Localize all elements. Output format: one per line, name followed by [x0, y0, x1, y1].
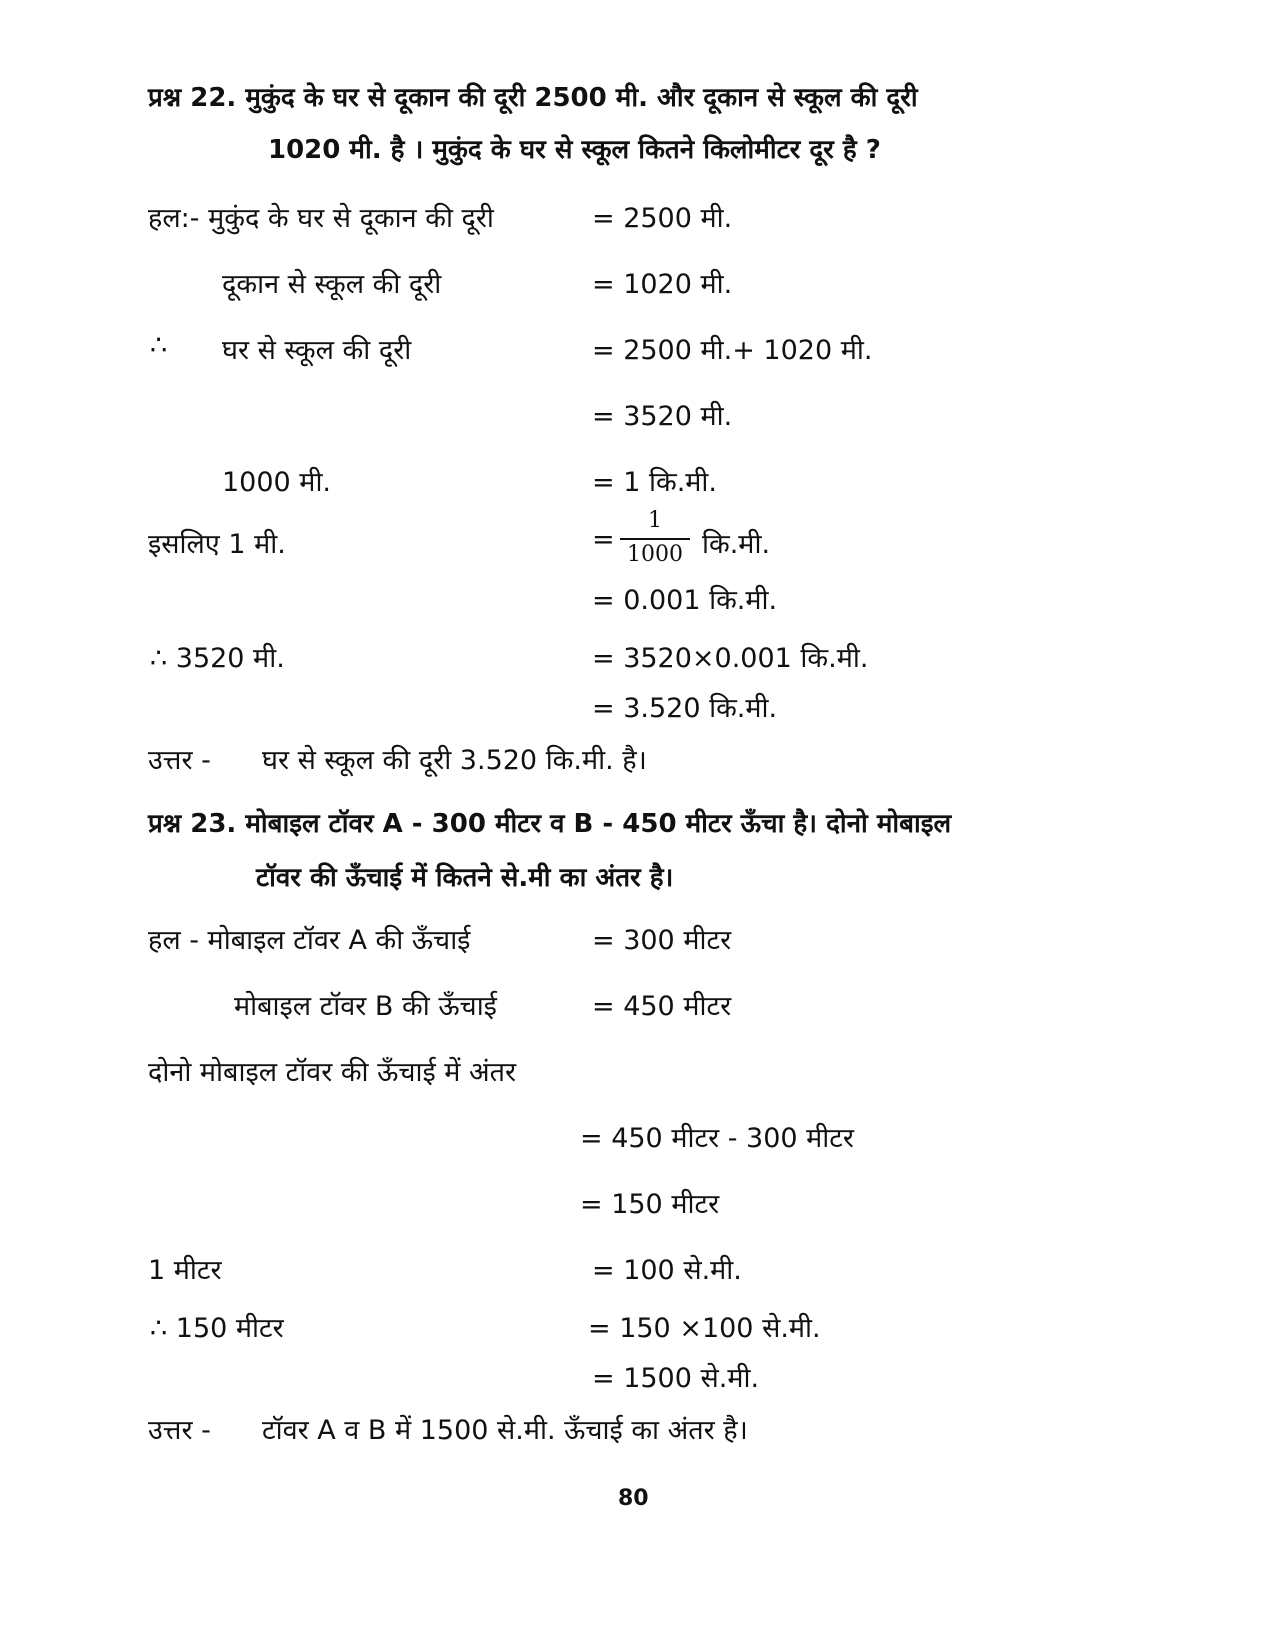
solution-23-row-6-value: = 100 से.मी.	[592, 1255, 742, 1286]
solution-22-row-1-value: = 2500 मी.	[592, 203, 733, 234]
question-22-line-2: 1020 मी. है । मुकुंद के घर से स्कूल कितने किलोमीटर दूर है ?	[268, 135, 881, 165]
solution-23-row-1-label: हल - मोबाइल टॉवर A की ऊँचाई	[148, 925, 471, 956]
fraction-denominator: 1000	[627, 542, 683, 567]
solution-23-row-2-label: मोबाइल टॉवर B की ऊँचाई	[234, 991, 497, 1022]
page-number: 80	[618, 1486, 649, 1511]
solution-22-row-2-label: दूकान से स्कूल की दूरी	[222, 269, 442, 300]
answer-22-label: उत्तर -	[148, 745, 211, 776]
question-23-line-1: प्रश्न 23. मोबाइल टॉवर A - 300 मीटर व B - 450 मीटर ऊँचा है। दोनो मोबाइल	[148, 809, 952, 839]
solution-22-row-1-label: हल:- मुकुंद के घर से दूकान की दूरी	[148, 203, 494, 234]
solution-22-row-8-label: ∴ 3520 मी.	[150, 643, 285, 674]
solution-22-row-4-value: = 3520 मी.	[592, 401, 733, 432]
solution-23-row-7-value: = 150 ×100 से.मी.	[588, 1313, 821, 1344]
solution-23-row-7-label: ∴ 150 मीटर	[150, 1313, 284, 1344]
fraction-bar	[620, 538, 690, 540]
solution-22-row-9-value: = 3.520 कि.मी.	[592, 693, 778, 724]
fraction-one-over-thousand	[620, 508, 690, 572]
solution-22-row-7-value: = 0.001 कि.मी.	[592, 585, 778, 616]
solution-22-row-3-label: घर से स्कूल की दूरी	[222, 335, 412, 366]
question-23-line-2: टॉवर की ऊँचाई में कितने से.मी का अंतर है।	[256, 863, 674, 893]
solution-23-row-3-label: दोनो मोबाइल टॉवर की ऊँचाई में अंतर	[148, 1057, 517, 1088]
solution-22-row-6-label: इसलिए 1 मी.	[148, 529, 286, 560]
solution-22-row-2-value: = 1020 मी.	[592, 269, 733, 300]
solution-23-row-1-value: = 300 मीटर	[592, 925, 732, 956]
solution-23-row-6-label: 1 मीटर	[148, 1255, 222, 1286]
solution-22-row-6-equals: =	[592, 524, 615, 555]
question-22-line-1: प्रश्न 22. मुकुंद के घर से दूकान की दूरी 2500 मी. और दूकान से स्कूल की दूरी	[148, 83, 918, 113]
solution-23-row-4-value: = 450 मीटर - 300 मीटर	[580, 1123, 854, 1154]
answer-23-label: उत्तर -	[148, 1415, 211, 1446]
solution-22-row-8-value: = 3520×0.001 कि.मी.	[592, 643, 869, 674]
answer-22-text: घर से स्कूल की दूरी 3.520 कि.मी. है।	[262, 745, 647, 776]
solution-22-row-6-unit: कि.मी.	[702, 529, 771, 560]
solution-22-row-5-label: 1000 मी.	[222, 467, 332, 498]
therefore-symbol: ∴	[150, 330, 168, 361]
fraction-numerator: 1	[648, 508, 662, 533]
solution-23-row-8-value: = 1500 से.मी.	[592, 1363, 760, 1394]
solution-23-row-5-value: = 150 मीटर	[580, 1189, 720, 1220]
answer-23-text: टॉवर A व B में 1500 से.मी. ऊँचाई का अंतर है।	[262, 1415, 748, 1446]
solution-22-row-5-value: = 1 कि.मी.	[592, 467, 717, 498]
solution-23-row-2-value: = 450 मीटर	[592, 991, 732, 1022]
solution-22-row-3-value: = 2500 मी.+ 1020 मी.	[592, 335, 873, 366]
